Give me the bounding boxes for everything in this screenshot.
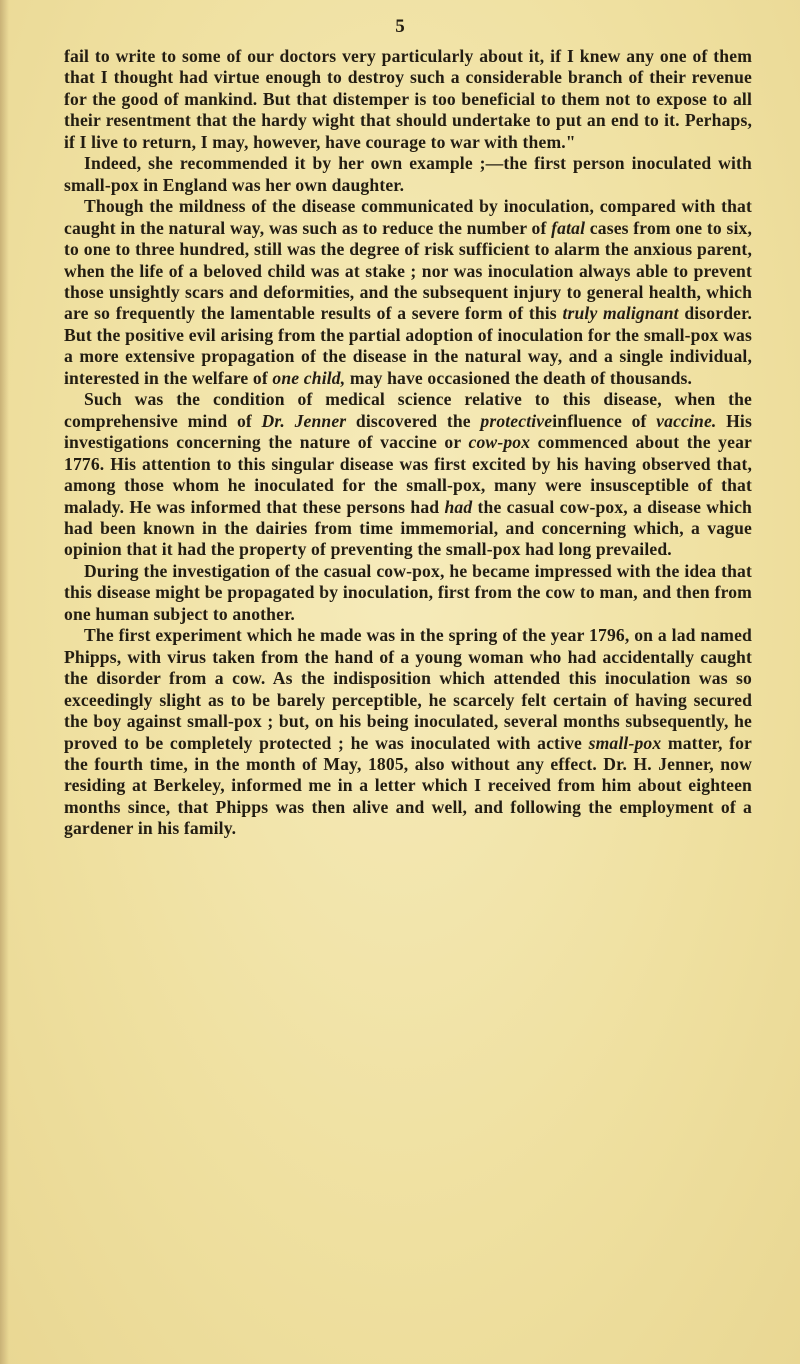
text-run: During the investigation of the casual cow-pox, he became impressed with the idea that this disease might be propagated by inoculation, first from the cow to man, and then from one human subject to another.	[64, 560, 752, 624]
italic-text: one child,	[272, 367, 346, 388]
paragraph	[64, 196, 752, 389]
text-run: Such was the condition of medical science relative to this disease, when the comprehensive mind of	[64, 389, 752, 431]
italic-text: small-pox	[588, 732, 662, 753]
page-number: 5	[395, 16, 405, 37]
paragraph	[64, 561, 752, 625]
italic-text: cow-pox	[468, 432, 531, 453]
text-run: cases from one to six, to one to three hundred, still was the degree of risk sufficient to alarm the anxious parent, when the life of a beloved child was at stake ; nor was inoculation always able to prevent those unsightly scars and deformities, and the subsequent injury to general health, which are so frequently the lamentable results of a severe form of this	[64, 217, 752, 324]
paragraph	[64, 625, 752, 840]
text-run: Indeed, she recommended it by her own example ;—the first person inoculated with small-pox in England was her own daughter.	[64, 153, 752, 195]
paragraph	[64, 46, 752, 153]
italic-text: truly malignant	[562, 303, 679, 324]
text-run: fail to write to some of our doctors very particularly about it, if I knew any one of them that I thought had virtue enough to destroy such a considerable branch of their revenue for the good of mankind. But that distemper is too beneficial to them not to expose to all their resentment that the hardy wight that should undertake to put an end to it. Perhaps, if I live to return, I may, however, have courage to war with them."	[64, 46, 752, 152]
paragraph	[64, 389, 752, 561]
italic-text: protective	[480, 410, 553, 431]
italic-text: Dr. Jenner	[261, 410, 347, 431]
text-run: influence of	[552, 410, 657, 431]
body-text	[64, 46, 752, 840]
text-run: discovered the	[346, 410, 481, 431]
italic-text: fatal	[551, 217, 586, 238]
text-run: may have occasioned the death of thousands.	[345, 367, 693, 388]
text-run: The first experiment which he made was in the spring of the year 1796, on a lad named Phipps, with virus taken from the hand of a young woman who had accidentally caught the disorder from a cow. As the indisposition which attended this inoculation was so exceedingly slight as to be barely perceptible, he scarcely felt certain of having secured the boy against small-pox ; but, on his being inoculated, several months subsequently, he proved to be completely protected ; he was inoculated with active	[64, 625, 752, 753]
page-edge-shadow	[0, 0, 9, 1364]
text-run: His investigations concerning the nature of vaccine or	[64, 410, 752, 453]
text-run: matter, for the fourth time, in the month of May, 1805, also without any effect. Dr. H. Jenner, now residing at Berkeley, informed me in a letter which I received from him about eighteen months since, that Phipps was then alive and well, and following the employment of a gardener in his family.	[64, 732, 752, 839]
italic-text: vaccine.	[656, 410, 717, 431]
text-run: commenced about the year 1776. His attention to this singular disease was first excited by his having observed that, among those whom he inoculated for the small-pox, many were insusceptible of that malady. He was informed that these persons had	[64, 432, 752, 517]
text-run: disorder. But the positive evil arising from the partial adoption of inoculation for the small-pox was a more extensive propagation of the disease in the natural way, and a single individual, interested in the welfare of	[64, 303, 752, 388]
italic-text: had	[444, 496, 473, 517]
text-run: Though the mildness of the disease communicated by inoculation, compared with that caught in the natural way, was such as to reduce the number of	[64, 196, 752, 238]
text-run: the casual cow-pox, a disease which had been known in the dairies from time immemorial, and concerning which, a vague opinion that it had the property of preventing the small-pox had long prevailed.	[64, 496, 752, 560]
paragraph	[64, 153, 752, 196]
